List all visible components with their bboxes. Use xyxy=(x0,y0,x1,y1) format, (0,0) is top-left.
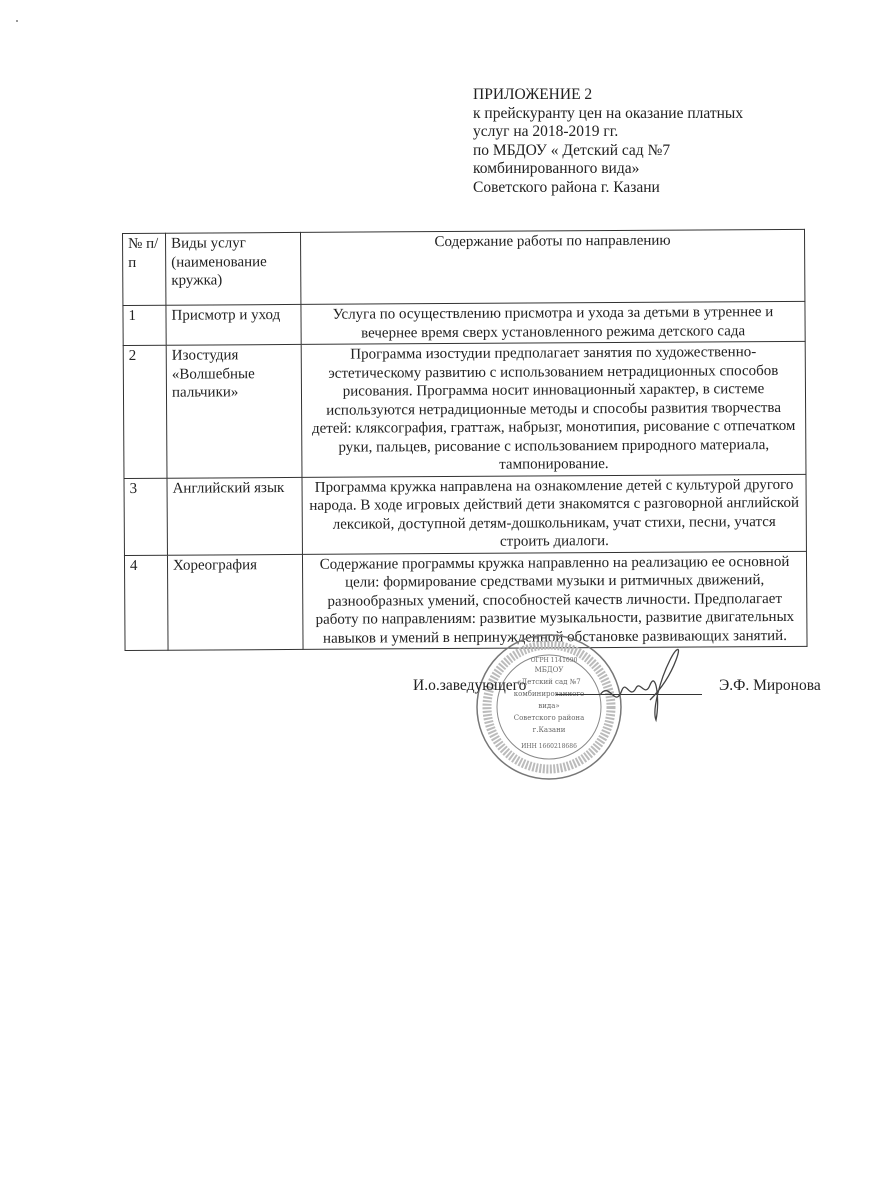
table-row xyxy=(124,474,806,555)
appendix-header xyxy=(473,86,743,197)
svg-text:комбинированного: комбинированного xyxy=(513,690,585,698)
row-content: Программа изостудии предполагает занятия по художественно-эстетическому развитию с использованием нетрадиционных способов рисования. Программа носит инновационный характер, в системе используются нетрадиционные методы и способы развития творчества детей: кляксография, граттаж, набрызг, монотипия, рисование с отпечатком руки, пальцев, рисование с использованием природного материала, тампонирование. xyxy=(301,341,806,477)
appendix-title: ПРИЛОЖЕНИЕ 2 xyxy=(473,86,593,103)
table-row xyxy=(123,341,806,478)
row-content: Программа кружка направлена на ознакомление детей с культурой другого народа. В ходе игровых действий дети знакомятся с разговорной английской лексикой, доступной детям-дошкольникам, учат стихи, песни, учатся строить диалоги. xyxy=(302,474,806,554)
header-line: услуг на 2018-2019 гг. xyxy=(473,123,619,140)
svg-text:Советского района: Советского района xyxy=(513,714,585,722)
table-row xyxy=(124,551,807,651)
header-line: Советского района г. Казани xyxy=(473,178,660,196)
handwritten-signature xyxy=(590,640,690,730)
svg-text:г.Казани: г.Казани xyxy=(532,726,566,734)
row-service: Присмотр и уход xyxy=(166,304,301,345)
row-content: Услуга по осуществлению присмотра и ухода за детьми в утреннее и вечернее время сверх установленного режима детского сада xyxy=(301,301,805,344)
table-header-row xyxy=(123,229,805,305)
column-header-number: № п/п xyxy=(123,233,166,305)
row-number: 1 xyxy=(123,305,166,345)
svg-text:ОГРН 1141690: ОГРН 1141690 xyxy=(530,657,578,664)
scan-speck xyxy=(16,20,18,22)
signatory-name: Э.Ф. Миронова xyxy=(719,677,821,694)
header-line: комбинированного вида» xyxy=(473,160,640,177)
svg-text:МБДОУ: МБДОУ xyxy=(534,666,564,674)
svg-text:ИНН 1660218686: ИНН 1660218686 xyxy=(521,743,577,750)
header-line: к прейскуранту цен на оказание платных xyxy=(473,104,744,122)
svg-text:«Детский сад №7: «Детский сад №7 xyxy=(517,678,581,686)
row-number: 3 xyxy=(124,478,167,555)
row-service: Английский язык xyxy=(167,477,302,555)
services-table xyxy=(122,229,808,651)
row-service: Хореография xyxy=(167,554,303,650)
row-service: Изостудия «Волшебные пальчики» xyxy=(166,344,302,477)
column-header-content: Содержание работы по направлению xyxy=(300,229,804,304)
signatory-position: И.о.заведующего xyxy=(413,677,527,694)
column-header-service: Виды услуг (наименование кружка) xyxy=(166,232,301,305)
row-number: 2 xyxy=(123,345,167,478)
svg-text:вида»: вида» xyxy=(538,702,560,710)
row-content: Содержание программы кружка направленно на реализацию ее основной цели: формирование средствами музыки и ритмичных движений, разнообразных умений, способностей качеств личности. Предполагает работу по направлениям: развитие музыкальности, развитие двигательных навыков и умений в непринужденной обстановке развивающих занятий. xyxy=(302,551,807,650)
row-number: 4 xyxy=(124,555,168,651)
table-row xyxy=(123,301,805,345)
header-line: по МБДОУ « Детский сад №7 xyxy=(473,141,671,159)
